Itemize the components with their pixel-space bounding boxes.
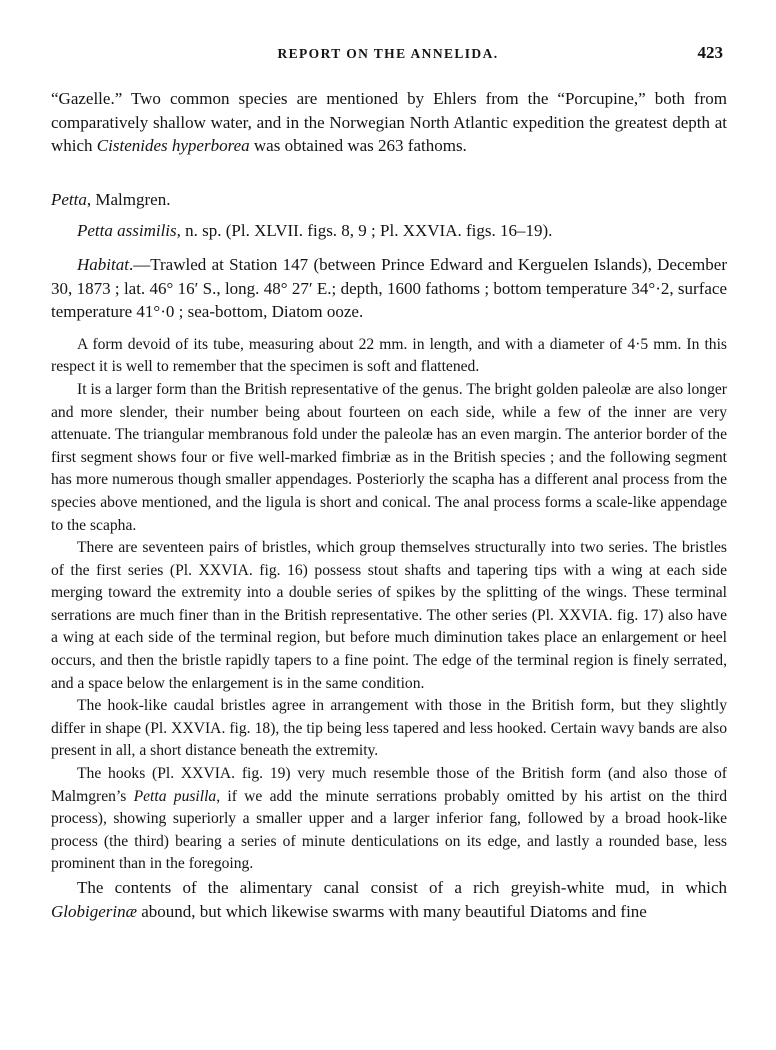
- genus-name: Petta: [51, 189, 87, 209]
- p3-e: . fig. 17) also have a wing at each side of the terminal region, but before much diminution takes place an enlargement or heel occurs, and then the bristle rapidly tapers to a fine point. The edge of the terminal region is finely serrated, and a space below the enlargement is in the same condition.: [51, 606, 727, 692]
- p3-a: There are seventeen pairs of bristles, which group themselves structurally into two series. The bristles of the first series (Pl. XXVI: [51, 539, 727, 579]
- paragraph-6: [51, 876, 727, 923]
- paragraph-3: [51, 537, 727, 695]
- page-number: 423: [697, 43, 723, 62]
- running-head: REPORT ON THE ANNELIDA.: [277, 46, 499, 61]
- habitat-paragraph: [51, 253, 727, 324]
- species-refs-d: . figs. 16–19).: [457, 221, 553, 241]
- p6-a: The contents of the alimentary canal consist of a rich greyish-white mud, in which: [77, 878, 727, 897]
- species-name: Petta assimilis: [77, 221, 177, 241]
- intro-paragraph: [51, 87, 727, 158]
- habitat-text: .—Trawled at Station 147 (between Prince Edward and Kerguelen Islands), December 30, 1873 ; lat. 46° 16′ S., long. 48° 27′ E.; depth, 1600 fathoms ; bottom temperature 34°·2, surface temperature 41°·0 ; sea-bottom, Diatom ooze.: [51, 254, 727, 322]
- intro-text-a: “Gazelle.” Two common species are mentioned by Ehlers from the “Porcupine,” both from comparatively shallow water, and in the Norwegian North Atlantic expedition the greatest depth at which: [51, 89, 727, 156]
- p5-species: Petta pusilla: [133, 787, 217, 805]
- p5-b: A: [219, 765, 232, 783]
- description-block: [51, 334, 727, 876]
- p6-c: abound, but which likewise swarms with many beautiful Diatoms and fine: [136, 901, 647, 921]
- body-text: [51, 87, 727, 923]
- p5-a: The hooks (Pl. XXVI: [77, 765, 220, 783]
- paragraph-5: [51, 763, 727, 876]
- species-refs-a: , n. sp. (Pl. XLVII. figs. 8, 9 ; Pl. XXVI: [176, 221, 446, 241]
- genus-heading: [51, 188, 727, 212]
- p4-b: A: [210, 719, 222, 737]
- habitat-label: Habitat: [77, 254, 129, 274]
- p3-b: A: [237, 561, 249, 579]
- paragraph-4: [51, 695, 727, 763]
- p4-c: . fig. 18), the tip being less tapered and less hooked. Certain wavy bands are also present in all, a short distance beneath the extremity.: [51, 719, 727, 760]
- intro-text-c: was obtained was 263 fathoms.: [249, 136, 467, 156]
- p3-c: . fig. 16) possess stout shafts and tapering tips with a wing at each side merging toward the extremity into a double series of spikes by the splitting of the wings. These terminal serrations are much finer than in the British representative. The other series (Pl. XXVI: [51, 561, 728, 624]
- p6-genus: Globigerinæ: [51, 901, 137, 921]
- p5-e: , if we add the minute serrations probably omitted by his artist on the third process), showing superiorly a smaller upper and a larger inferior fang, followed by a broad hook-like process (the third) bearing a series of minute denticulations on its edge, and lastly a rounded base, less prominent than in the foregoing.: [51, 787, 727, 873]
- genus-author: , Malmgren.: [86, 189, 171, 209]
- p3-d: A: [597, 606, 609, 624]
- paragraph-1: A form devoid of its tube, measuring about 22 mm. in length, and with a diameter of 4·5 mm. In this respect it is well to remember that the specimen is soft and flattened.: [51, 335, 727, 376]
- intro-species-name: Cistenides hyperborea: [96, 136, 250, 156]
- species-refs-sc: A: [445, 221, 458, 241]
- species-line: [51, 219, 727, 243]
- p4-a: The hook-like caudal bristles agree in arrangement with those in the British form, but they slightly differ in shape (Pl. XXVI: [51, 697, 727, 737]
- p5-c: . fig. 19) very much resemble those of the British form (and also those of Malmgren’s: [51, 765, 727, 805]
- paragraph-2: It is a larger form than the British representative of the genus. The bright golden paleolæ are also longer and more slender, their number being about fourteen on each side, while a few of the inner are very attenuate. The triangular membranous fold under the paleolæ has an even margin. The anterior border of the first segment shows four or five well-marked fimbriæ as in the British species ; and the following segment has more numerous though smaller appendages. Posteriorly the scapha has a different anal process from the species above mentioned, and the ligula is short and conical. The anal process forms a scale-like appendage to the scapha.: [51, 380, 727, 534]
